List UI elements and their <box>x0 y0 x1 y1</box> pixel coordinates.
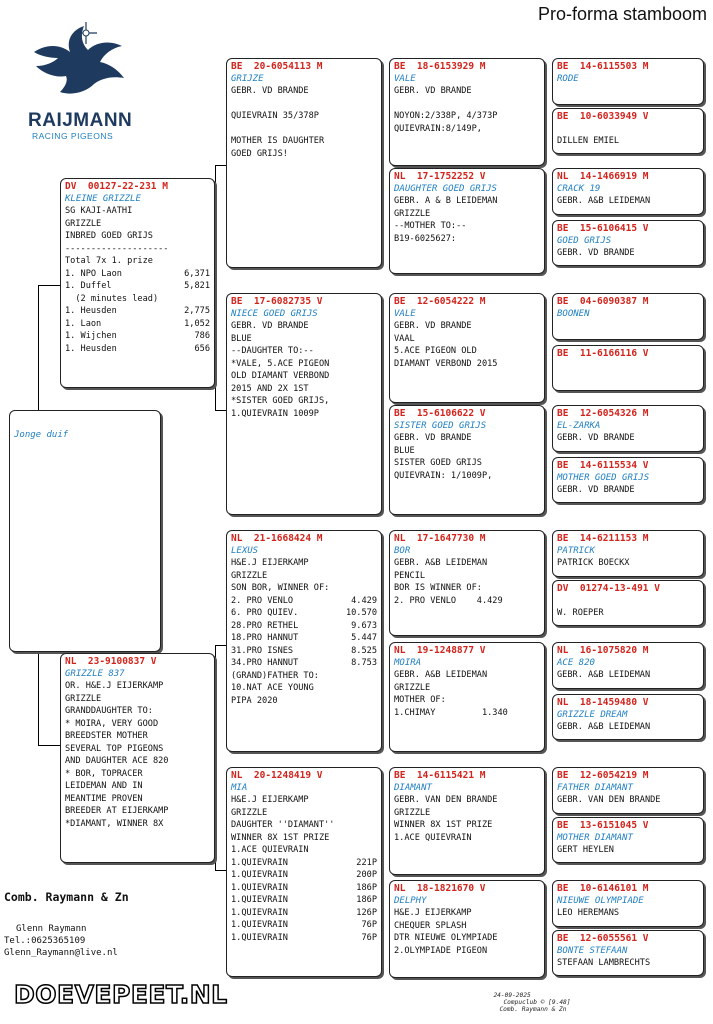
info-line: MOTHER OF: <box>394 695 446 705</box>
great-grandparent-card[interactable] <box>389 642 545 752</box>
subject-card[interactable] <box>9 410 161 652</box>
info-line: QUIEVRAIN:8/149P, <box>394 123 482 134</box>
info-line: QUIEVRAIN 35/378P <box>231 111 319 121</box>
ring-number: NL 18-1459480 V <box>557 697 649 708</box>
pigeon-name: GRIJZE <box>231 74 264 84</box>
pigeon-name: GRIZZLE 837 <box>65 669 125 679</box>
info-line: VAAL <box>394 333 415 344</box>
result-value: 656 <box>194 343 210 354</box>
great-great-grandparent-card[interactable] <box>552 880 704 927</box>
result-value: 200P <box>356 870 377 880</box>
pigeon-name: ACE 820 <box>557 658 595 668</box>
ring-number: DV 01274-13-491 V <box>557 583 660 594</box>
ring-number: NL 20-1248419 V <box>231 770 323 781</box>
info-line: 2. PRO VENLO 4.429 <box>394 595 503 606</box>
result-race: 1.QUIEVRAIN <box>231 857 288 868</box>
info-line: 1.CHIMAY 1.340 <box>394 707 508 718</box>
info-line: (GRAND)FATHER TO: <box>231 670 319 681</box>
result-race: 1. Heusden <box>65 343 117 354</box>
result-row <box>65 330 210 343</box>
pigeon-name: CRACK 19 <box>557 184 601 194</box>
ring-number: BE 15-6106415 V <box>557 223 649 234</box>
info-line: GEBR. A&B LEIDEMAN <box>557 670 651 680</box>
great-great-grandparent-card[interactable] <box>552 642 704 689</box>
owner-name: Comb. Raymann & Zn <box>4 890 129 904</box>
result-value: 221P <box>356 857 377 868</box>
info-line: SEVERAL TOP PIGEONS <box>65 743 164 754</box>
pigeon-name: BONTE STEFAAN <box>557 946 628 956</box>
grandmother-paternal-card[interactable] <box>226 293 382 515</box>
info-line: H&E.J EIJERKAMP <box>231 795 309 805</box>
info-line <box>394 98 540 111</box>
pigeon-name: GOED GRIJS <box>557 236 612 246</box>
mother-card[interactable] <box>60 653 215 863</box>
ring-number: BE 12-6054219 M <box>557 770 649 781</box>
result-row <box>231 919 377 932</box>
ring-number: BE 14-6115534 V <box>557 460 649 471</box>
info-line: AND DAUGHTER ACE 820 <box>65 756 169 766</box>
pigeon-name: MOTHER GOED GRIJS <box>557 473 650 483</box>
result-row <box>65 318 210 331</box>
info-line: *SISTER GOED GRIJS, <box>231 396 330 406</box>
great-great-grandparent-card[interactable] <box>552 694 704 740</box>
ring-number: NL 18-1821670 V <box>394 883 486 894</box>
info-line: * BOR, TOPRACER <box>65 768 143 779</box>
info-line: --DAUGHTER TO:-- <box>231 346 314 356</box>
result-value: 8.753 <box>351 658 377 668</box>
info-line: 1.QUIEVRAIN 1009P <box>231 408 319 419</box>
result-race: 1. NPO Laon <box>65 268 122 279</box>
info-line: GEBR. VD BRANDE <box>557 433 635 443</box>
info-line: BLUE <box>394 445 415 456</box>
result-value: 6,371 <box>184 268 210 279</box>
pigeon-name: MIA <box>231 783 248 793</box>
info-line: GEBR. A & B LEIDEMAN <box>394 196 498 206</box>
pigeon-name <box>557 595 699 607</box>
pigeon-name: SISTER GOED GRIJS <box>394 421 487 431</box>
result-row <box>231 932 377 945</box>
info-line <box>231 98 377 111</box>
great-grandparent-card[interactable] <box>389 530 545 636</box>
info-line: SON BOR, WINNER OF: <box>231 583 330 593</box>
ring-number: BE 14-6211153 M <box>557 533 649 544</box>
result-race: 1.QUIEVRAIN <box>231 932 288 943</box>
info-line: GEBR. VD BRANDE <box>231 86 309 96</box>
owner-contact: Glenn Raymann <box>16 924 87 934</box>
result-row <box>65 343 210 356</box>
ring-number: BE 12-6055561 V <box>557 933 649 944</box>
info-line: GRIZZLE <box>231 570 268 581</box>
great-great-grandparent-card[interactable] <box>552 530 704 577</box>
info-line: GEBR. VD BRANDE <box>557 485 635 495</box>
info-line: GERT HEYLEN <box>557 845 614 855</box>
result-race: 34.PRO HANNUT <box>231 658 299 668</box>
ring-number: NL 21-1668424 M <box>231 533 323 544</box>
ring-number: BE 12-6054326 M <box>557 408 649 419</box>
great-grandparent-card[interactable] <box>389 767 545 875</box>
result-value: 1,052 <box>184 318 210 329</box>
ring-number: BE 14-6115421 M <box>394 770 486 781</box>
result-row <box>231 857 377 870</box>
pigeon-name: KLEINE GRIZZLE <box>65 194 141 204</box>
result-row <box>231 907 377 920</box>
info-line: STEFAAN LAMBRECHTS <box>557 958 651 968</box>
info-line: GEBR. A&B LEIDEMAN <box>557 722 651 732</box>
great-great-grandparent-card[interactable] <box>552 293 704 340</box>
owner-phone: Tel.:0625365109 <box>4 936 86 946</box>
result-race: 1. Duffel <box>65 281 112 291</box>
info-line: BOR IS WINNER OF: <box>394 583 482 593</box>
great-great-grandparent-card[interactable] <box>552 108 704 154</box>
ring-number: DV 00127-22-231 M <box>65 181 168 192</box>
info-line: DIAMANT VERBOND 2015 <box>394 358 498 369</box>
result-row <box>231 620 377 633</box>
info-line: GRIZZLE <box>65 218 102 229</box>
ring-number: NL 17-1752252 V <box>394 171 486 182</box>
pigeon-name: NIECE GOED GRIJS <box>231 309 318 319</box>
result-race: 6. PRO QUIEV. <box>231 608 299 618</box>
great-great-grandparent-card[interactable] <box>552 817 704 863</box>
info-line: GEBR. VD BRANDE <box>394 321 472 331</box>
info-line: GRANDDAUGHTER TO: <box>65 706 153 716</box>
pigeon-name: MOTHER DIAMANT <box>557 833 633 843</box>
result-value: 4.429 <box>351 595 377 606</box>
ring-number: BE 18-6153929 M <box>394 61 486 72</box>
result-row <box>231 595 377 608</box>
great-great-grandparent-card[interactable] <box>552 457 704 503</box>
ring-number: NL 23-9100837 V <box>65 656 157 667</box>
info-line: QUIEVRAIN: 1/1009P, <box>394 470 493 481</box>
result-row <box>65 293 210 306</box>
info-line: LEIDEMAN AND IN <box>65 781 143 791</box>
info-line: SG KAJI-AATHI <box>65 206 133 216</box>
result-row <box>231 882 377 895</box>
ring-number: NL 19-1248877 V <box>394 645 486 656</box>
info-line: MEANTIME PROVEN <box>65 793 143 804</box>
info-line: H&E.J EIJERKAMP <box>231 558 309 568</box>
result-row <box>65 268 210 281</box>
info-line: GRIZZLE <box>394 807 431 818</box>
info-line: BREEDSTER MOTHER <box>65 731 148 741</box>
result-race: 1.QUIEVRAIN <box>231 895 288 905</box>
pigeon-name: DIAMANT <box>394 783 432 793</box>
info-line: * MOIRA, VERY GOOD <box>65 718 159 729</box>
pigeon-name: LEXUS <box>231 546 259 556</box>
info-line: INBRED GOED GRIJS <box>65 231 153 241</box>
logo-subtitle: RACING PIGEONS <box>32 131 114 141</box>
ring-number: NL 14-1466919 M <box>557 171 649 182</box>
pigeon-name: EL-ZARKA <box>557 421 601 431</box>
footer-software: Compuclub © [9.48] <box>503 999 571 1006</box>
grandfather-paternal-card[interactable] <box>226 58 382 268</box>
info-line: 5.ACE PIGEON OLD <box>394 346 477 356</box>
pigeon-name: MOIRA <box>394 658 422 668</box>
pigeon-name: DELPHY <box>394 896 427 906</box>
result-race: 1.QUIEVRAIN <box>231 882 288 893</box>
ring-number: BE 12-6054222 M <box>394 296 486 307</box>
info-line: W. ROEPER <box>557 608 604 618</box>
info-line: GEBR. A&B LEIDEMAN <box>394 670 488 680</box>
ring-number: BE 13-6151045 V <box>557 820 649 831</box>
footer-date: 24-09-2025 <box>493 992 531 999</box>
great-grandparent-card[interactable] <box>389 168 545 274</box>
info-line: *DIAMANT, WINNER 8X <box>65 818 164 829</box>
pigeon-name: GRIZZLE DREAM <box>557 710 628 720</box>
result-value: 76P <box>361 932 377 943</box>
info-line: GRIZZLE <box>65 693 102 704</box>
ring-number: BE 10-6033949 V <box>557 111 649 122</box>
info-line: PATRICK BOECKX <box>557 558 630 568</box>
footer <box>486 985 571 1013</box>
info-line: LEO HEREMANS <box>557 908 620 918</box>
pigeon-name: FATHER DIAMANT <box>557 783 633 793</box>
logo-name: RAIJMANN <box>28 110 133 131</box>
result-row <box>231 645 377 658</box>
info-line: 10.NAT ACE YOUNG <box>231 683 314 693</box>
grandfather-maternal-card[interactable] <box>226 530 382 752</box>
ring-number: BE 20-6054113 M <box>231 61 323 72</box>
info-line: DTR NIEUWE OLYMPIADE <box>394 933 498 943</box>
info-line: 2015 AND 2X 1ST <box>231 383 309 394</box>
info-line: DILLEN EMIEL <box>557 136 620 146</box>
great-great-grandparent-card[interactable] <box>552 58 704 105</box>
result-row <box>65 280 210 293</box>
pigeon-name: NIEUWE OLYMPIADE <box>557 896 644 906</box>
great-grandparent-card[interactable] <box>389 58 545 166</box>
result-value: 126P <box>356 907 377 918</box>
info-line: OLD DIAMANT VERBOND <box>231 371 330 381</box>
ring-number: BE 14-6115503 M <box>557 61 649 72</box>
pigeon-name <box>557 360 699 372</box>
grandmother-maternal-card[interactable] <box>226 767 382 977</box>
info-line: GEBR. A&B LEIDEMAN <box>557 196 651 206</box>
result-value: 76P <box>361 920 377 930</box>
info-line: NOYON:2/338P, 4/373P <box>394 111 498 121</box>
result-row <box>231 894 377 907</box>
great-grandparent-card[interactable] <box>389 293 545 403</box>
info-line: PIPA 2020 <box>231 695 278 706</box>
pigeon-name: PATRICK <box>557 546 595 556</box>
great-grandparent-card[interactable] <box>389 405 545 515</box>
ring-number: NL 17-1647730 M <box>394 533 486 544</box>
info-line: GEBR. VD BRANDE <box>394 86 472 96</box>
info-line: GEBR. A&B LEIDEMAN <box>394 558 488 568</box>
info-line: BREEDER AT EIJERKAMP <box>65 806 169 816</box>
info-line: GEBR. VD BRANDE <box>231 321 309 331</box>
info-line: GRIZZLE <box>231 807 268 818</box>
ring-number: BE 15-6106622 V <box>394 408 486 419</box>
result-row <box>231 869 377 882</box>
info-line: GRIZZLE <box>394 208 431 219</box>
info-line: 1.ACE QUIEVRAIN <box>394 832 472 843</box>
result-value: 186P <box>356 882 377 893</box>
result-row <box>231 632 377 645</box>
info-line: WINNER 8X 1ST PRIZE <box>394 820 493 830</box>
subject-name: Jonge duif <box>14 430 69 440</box>
info-line: 1.ACE QUIEVRAIN <box>231 845 309 855</box>
info-line: GRIZZLE <box>394 682 431 693</box>
result-race: 1.QUIEVRAIN <box>231 870 288 880</box>
info-line: DAUGHTER ''DIAMANT'' <box>231 820 335 830</box>
result-row <box>65 305 210 318</box>
great-great-grandparent-card[interactable] <box>552 168 704 215</box>
pigeon-name <box>557 123 699 135</box>
result-race: 1.QUIEVRAIN <box>231 907 288 918</box>
result-value: 786 <box>194 331 210 341</box>
result-value: 2,775 <box>184 306 210 316</box>
info-line: PENCIL <box>394 570 426 581</box>
pigeon-name: DAUGHTER GOED GRIJS <box>394 184 497 194</box>
info-line: MOTHER IS DAUGHTER <box>231 136 325 146</box>
result-value: 5,821 <box>184 281 210 291</box>
info-line: GEBR. VD BRANDE <box>394 433 472 443</box>
info-line: GOED GRIJS! <box>231 148 288 159</box>
great-grandparent-card[interactable] <box>389 880 545 978</box>
dove-logo-icon <box>26 22 136 110</box>
info-line <box>231 123 377 136</box>
logo <box>22 22 142 142</box>
info-line: -------------------- <box>65 243 169 254</box>
result-race: 31.PRO ISNES <box>231 645 294 656</box>
pigeon-name: BOONEN <box>557 309 590 319</box>
result-row <box>231 657 377 670</box>
result-value: 5.447 <box>351 633 377 643</box>
info-line: CHEQUER SPLASH <box>394 920 467 931</box>
ring-number: BE 10-6146101 M <box>557 883 649 894</box>
info-line: WINNER 8X 1ST PRIZE <box>231 832 330 843</box>
result-race: 2. PRO VENLO <box>231 595 294 606</box>
info-line: BLUE <box>231 333 252 344</box>
pigeon-name: VALE <box>394 74 416 84</box>
result-race: 1. Laon <box>65 318 102 329</box>
result-value: 9.673 <box>351 620 377 631</box>
result-race: 1. Heusden <box>65 306 117 316</box>
result-race: 1. Wijchen <box>65 331 117 341</box>
result-value: 186P <box>356 895 377 905</box>
ring-number: BE 04-6090387 M <box>557 296 649 307</box>
watermark: DOEVEPEET.NL <box>14 980 228 1009</box>
footer-owner: Comb. Raymann & Zn <box>499 1006 567 1013</box>
result-race: 1.QUIEVRAIN <box>231 920 288 930</box>
info-line: H&E.J EIJERKAMP <box>394 908 472 918</box>
info-line: 2.OLYMPIADE PIGEON <box>394 945 488 956</box>
pigeon-name: VALE <box>394 309 416 319</box>
result-race: (2 minutes lead) <box>65 293 159 304</box>
connector-line <box>215 165 216 410</box>
connector-line <box>215 645 216 870</box>
ring-number: BE 11-6166116 V <box>557 348 649 359</box>
pigeon-name: RODE <box>557 74 579 84</box>
result-race: 28.PRO RETHEL <box>231 620 299 631</box>
info-line: GEBR. VAN DEN BRANDE <box>557 795 661 805</box>
info-line: B19-6025627: <box>394 233 457 244</box>
ring-number: BE 17-6082735 V <box>231 296 323 307</box>
great-great-grandparent-card[interactable] <box>552 405 704 452</box>
result-value: 10.570 <box>345 608 377 618</box>
great-great-grandparent-card[interactable] <box>552 345 704 391</box>
father-card[interactable] <box>60 178 215 388</box>
info-line: OR. H&E.J EIJERKAMP <box>65 681 164 691</box>
info-line: SISTER GOED GRIJS <box>394 458 482 468</box>
ring-number: NL 16-1075820 M <box>557 645 649 656</box>
info-line: *VALE, 5.ACE PIGEON <box>231 358 330 369</box>
result-row <box>231 607 377 620</box>
great-great-grandparent-card[interactable] <box>552 580 704 626</box>
info-line: --MOTHER TO:-- <box>394 221 467 231</box>
result-race: 18.PRO HANNUT <box>231 633 299 643</box>
info-line: GEBR. VAN DEN BRANDE <box>394 795 498 805</box>
owner-block <box>4 890 214 958</box>
result-value: 8.525 <box>351 645 377 656</box>
owner-email: Glenn_Raymann@live.nl <box>4 948 118 958</box>
great-great-grandparent-card[interactable] <box>552 930 704 976</box>
pigeon-name: BOR <box>394 546 411 556</box>
info-line: GEBR. VD BRANDE <box>557 248 635 258</box>
info-line: Total 7x 1. prize <box>65 256 153 266</box>
great-great-grandparent-card[interactable] <box>552 767 704 814</box>
page-title: Pro-forma stamboom <box>537 4 707 24</box>
great-great-grandparent-card[interactable] <box>552 220 704 266</box>
